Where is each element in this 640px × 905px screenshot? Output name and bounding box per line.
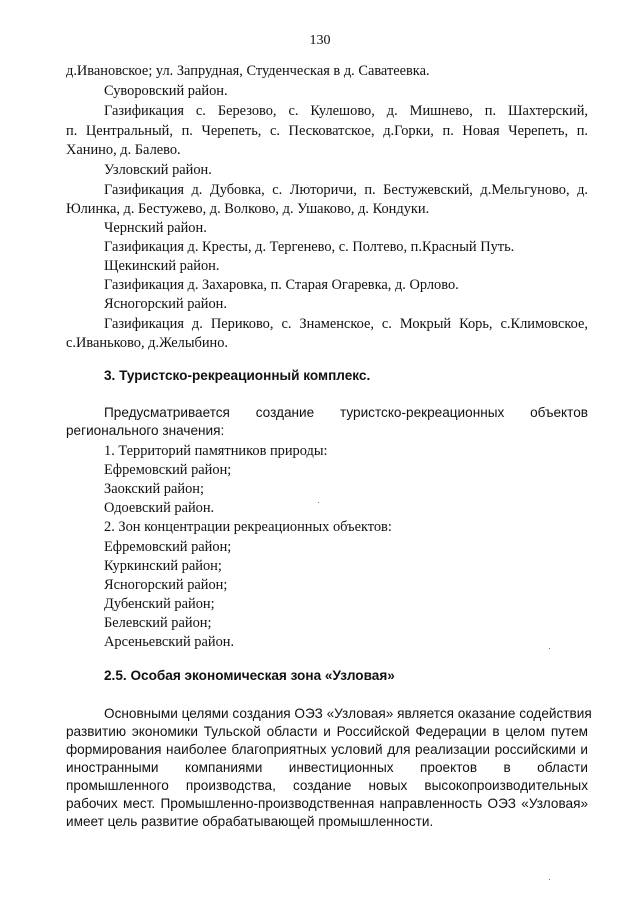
text-line: д.Ивановское; ул. Запрудная, Студенческая в д. Саватеевка. [66, 63, 430, 79]
list-item: 1. Территорий памятников природы: [104, 443, 328, 459]
district-heading: Чернский район. [104, 220, 207, 236]
list-item: 2. Зон концентрации рекреационных объектов: [104, 519, 392, 535]
text-line: регионального значения: [66, 423, 225, 438]
list-item: Дубенский район; [104, 596, 215, 612]
list-item: Одоевский район. [104, 500, 215, 516]
scan-speck [549, 879, 550, 880]
list-item: Ефремовский район; [104, 462, 232, 478]
scan-speck [318, 502, 319, 503]
text-line: Газификация д. Дубовка, с. Люторичи, п. Бестужевский, д.Мельгуново, д. [104, 182, 588, 198]
paragraph-line: имеет цель развитие обрабатывающей промышленности. [66, 814, 434, 829]
section-heading: 2.5. Особая экономическая зона «Узловая» [104, 668, 395, 683]
text-line: п. Центральный, п. Черепеть, с. Песковатское, д.Горки, п. Новая Черепеть, п. [66, 123, 588, 139]
paragraph-line: Основными целями создания ОЭЗ «Узловая» является оказание содействия [104, 706, 592, 721]
paragraph-line: промышленного производства, создание новых высокопроизводительных [66, 778, 588, 793]
district-heading: Ясногорский район. [104, 296, 227, 312]
section-heading: 3. Туристско-рекреационный комплекс. [104, 368, 371, 383]
district-heading: Щекинский район. [104, 258, 220, 274]
text-line: Газификация д. Захаровка, п. Старая Огаревка, д. Орлово. [104, 277, 459, 293]
text-line: Юлинка, д. Бестужево, д. Волково, д. Ушаково, д. Кондуки. [66, 201, 430, 217]
district-heading: Суворовский район. [104, 83, 228, 99]
text-line: с.Иваньково, д.Желыбино. [66, 335, 229, 351]
list-item: Белевский район; [104, 615, 212, 631]
paragraph-line: рабочих мест. Промышленно-производственная направленность ОЭЗ «Узловая» [66, 796, 588, 811]
scan-speck [549, 648, 550, 649]
paragraph-line: иностранными компаниями инвестиционных проектов в области [66, 760, 588, 775]
list-item: Заокский район; [104, 481, 204, 497]
text-line: Газификация д. Кресты, д. Тергенево, с. Полтево, п.Красный Путь. [104, 239, 515, 255]
list-item: Ясногорский район; [104, 577, 228, 593]
text-line: Предусматривается создание туристско-рекреационных объектов [104, 405, 588, 420]
text-line: Ханино, д. Балево. [66, 142, 181, 158]
paragraph-line: развитию экономики Тульской области и Российской Федерации в целом путем [66, 724, 588, 739]
list-item: Арсеньевский район. [104, 634, 235, 650]
paragraph-line: формирования наиболее благоприятных условий для реализации российскими и [66, 742, 588, 757]
district-heading: Узловский район. [104, 162, 212, 178]
list-item: Куркинский район; [104, 558, 222, 574]
page-number: 130 [309, 33, 331, 48]
text-line: Газификация д. Периково, с. Знаменское, с. Мокрый Корь, с.Климовское, [104, 316, 588, 332]
text-line: Газификация с. Березово, с. Кулешово, д. Мишнево, п. Шахтерский, [104, 103, 588, 119]
list-item: Ефремовский район; [104, 539, 232, 555]
